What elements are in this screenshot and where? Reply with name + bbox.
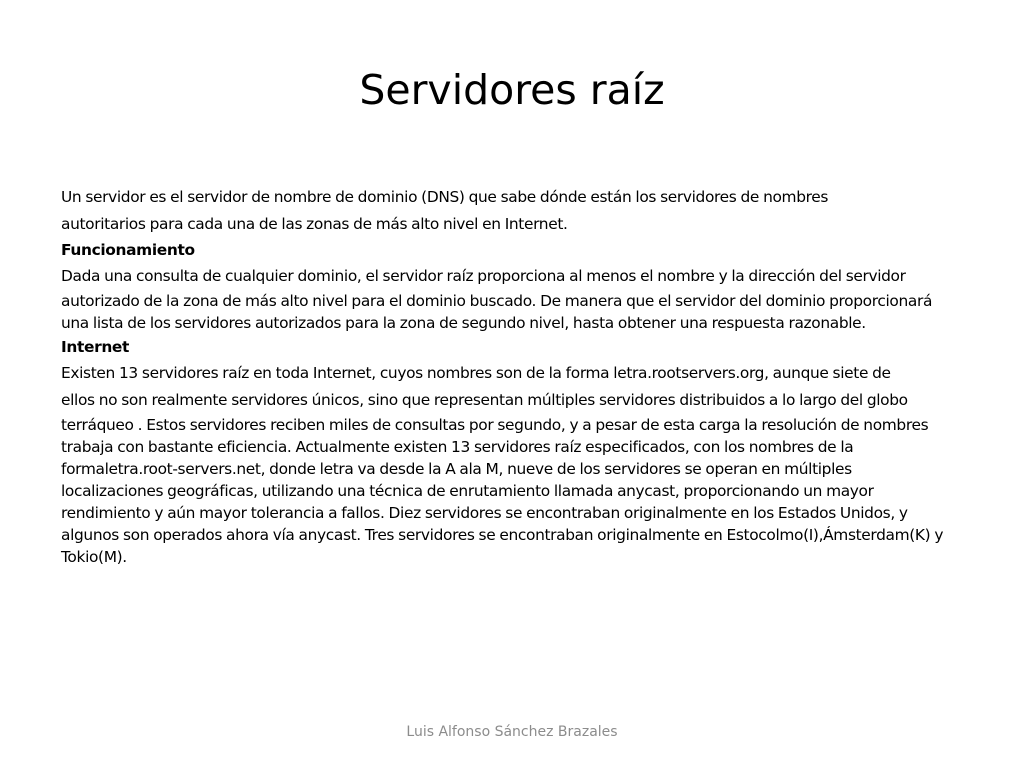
slide-body (61, 184, 966, 568)
internet-line: Existen 13 servidores raíz en toda Internet, cuyos nombres son de la forma letra.rootservers.org, aunque siete de (61, 364, 891, 382)
funcionamiento-line: Dada una consulta de cualquier dominio, el servidor raíz proporciona al menos el nombre y la dirección del servidor (61, 267, 906, 285)
internet-line: algunos son operados ahora vía anycast. Tres servidores se encontraban originalmente en Estocolmo(I),Ámsterdam(K) y (61, 526, 944, 544)
internet-line: localizaciones geográficas, utilizando una técnica de enrutamiento llamada anycast, proporcionando un mayor (61, 482, 874, 500)
section-heading-internet: Internet (61, 338, 130, 356)
intro-paragraph (61, 184, 966, 237)
internet-line: formaletra.root-servers.net, donde letra va desde la A ala M, nueve de los servidores se operan en múltiples (61, 460, 852, 478)
funcionamiento-paragraph (61, 263, 966, 334)
internet-line: terráqueo . Estos servidores reciben miles de consultas por segundo, y a pesar de esta carga la resolución de nombres (61, 416, 929, 434)
slide-footer-author: Luis Alfonso Sánchez Brazales (406, 724, 618, 740)
internet-line: trabaja con bastante eficiencia. Actualmente existen 13 servidores raíz especificados, con los nombres de la (61, 438, 854, 456)
internet-line: ellos no son realmente servidores únicos, sino que representan múltiples servidores distribuidos a lo largo del globo (61, 391, 908, 409)
section-heading-funcionamiento: Funcionamiento (61, 241, 195, 259)
intro-line: autoritarios para cada una de las zonas de más alto nivel en Internet. (61, 215, 568, 233)
funcionamiento-line: una lista de los servidores autorizados para la zona de segundo nivel, hasta obtener una respuesta razonable. (61, 314, 866, 332)
internet-paragraph (61, 360, 966, 568)
slide-title: Servidores raíz (359, 66, 665, 114)
internet-line: Tokio(M). (61, 548, 127, 566)
intro-line: Un servidor es el servidor de nombre de dominio (DNS) que sabe dónde están los servidores de nombres (61, 188, 829, 206)
internet-line: rendimiento y aún mayor tolerancia a fallos. Diez servidores se encontraban originalmente en los Estados Unidos, y (61, 504, 908, 522)
funcionamiento-line: autorizado de la zona de más alto nivel para el dominio buscado. De manera que el servidor del dominio proporcionará (61, 292, 933, 310)
